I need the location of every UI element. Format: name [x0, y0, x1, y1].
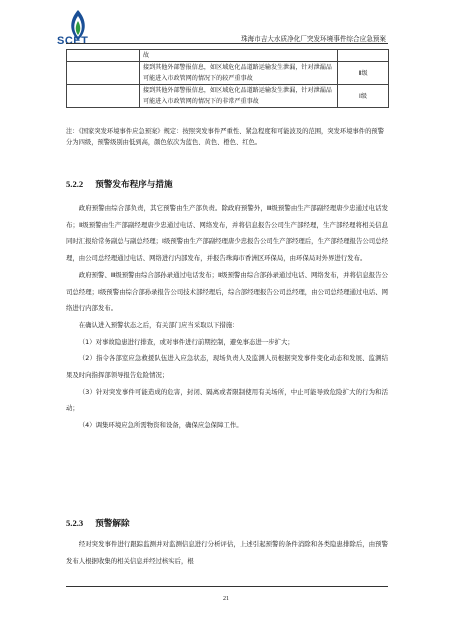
document-title: 珠海市吉大水质净化厂突发环境事件综合应急预案 — [240, 35, 386, 43]
footer-rule — [66, 586, 388, 587]
paragraph: （2）指令各部室应急救援队伍进入应急状态，现场负责人及监测人员根据突发事件变化动态和发展、监测结果及时向指挥部领导报告危险情况； — [66, 354, 388, 380]
table-cell-level: Ⅰ级 — [338, 85, 389, 108]
section-title: 预警发布程序与措施 — [95, 180, 173, 190]
paragraph: （1）对事故隐患进行排查，或对事件进行前期控制，避免事态进一步扩大； — [78, 337, 294, 346]
section-number: 5.2.2 — [66, 179, 84, 189]
paragraph: （4）调集环境应急所需物资和设备，确保应急保障工作。 — [78, 421, 243, 430]
warning-level-table — [66, 49, 389, 108]
section-number: 5.2.3 — [66, 518, 84, 528]
table-cell-level — [338, 50, 389, 62]
brand-name: SCET — [57, 35, 89, 47]
section-heading-5-2-3 — [66, 517, 130, 529]
table-cell-level: Ⅱ级 — [338, 62, 389, 85]
paragraph: 政府预警、Ⅲ级预警由综合部孙录通过电话发布；Ⅱ级预警由综合部孙录通过电话、网络发布，并将信息报告公司总经理；Ⅰ级预警由综合部孙录报告公司技术部经理后，综合部经理报告公司总经理，由公司总经理通过电话、网络进行内部发布。 — [66, 270, 388, 313]
table-cell-description: 接到其他外部警报信息，如区域危化品道路运输发生泄漏，针对泄漏品可能进入市政管网的情况下的非常严重事故 — [140, 85, 338, 108]
section-title: 预警解除 — [95, 519, 130, 529]
page-number: 21 — [223, 596, 229, 602]
table-cell-description: 接到其他外部警报信息，如区域危化品道路运输发生泄漏，针对泄漏品可能进入市政管网的情况下的较严重事故 — [140, 62, 338, 85]
paragraph: 经对突发事件进行跟踪监测并对监测信息进行分析评估，上述引起预警的条件消除和各类隐患排除后，由预警发布人根据收集的相关信息并经过核实后，根 — [66, 540, 388, 565]
section-body-5-2-3 — [66, 536, 388, 569]
table-row — [67, 62, 389, 85]
paragraph: 在确认进入预警状态之后，有关部门应当采取以下措施： — [78, 320, 239, 329]
section-body-5-2-2 — [66, 200, 388, 434]
header-rule — [66, 43, 388, 44]
paragraph: 政府预警由综合部负责，其它预警由生产部负责。除政府预警外，Ⅲ级预警由生产部副经理唐少忠通过电话发布；Ⅱ级预警由生产部副经理唐少忠通过电话、网络发布，并将信息报告公司生产部经理，生产部经理将相关信息同时汇报给常务副总与副总经理；Ⅰ级预警由生产部副经理唐少忠报告公司生产部经理后，生产部经理报告公司总经理，由公司总经理通过电话、网络进行内部发布，并报告珠海市香洲区环保局，由环保局对外界进行发布。 — [66, 204, 388, 263]
table-note: 注：《国家突发环境事件应急预案》规定：按照突发事件严重性、紧急程度和可能波及的范围，突发环境事件的预警分为四级，预警级别由低到高，颜色依次为蓝色、黄色、橙色、红色。 — [66, 128, 384, 146]
table-cell-description: 故 — [140, 50, 338, 62]
section-heading-5-2-2 — [66, 178, 173, 190]
table-row — [67, 50, 389, 62]
paragraph: （3）针对突发事件可能造成的危害，封闭、隔离或者限制使用有关场所，中止可能导致危险扩大的行为和活动； — [66, 387, 388, 413]
table-row — [67, 85, 389, 108]
